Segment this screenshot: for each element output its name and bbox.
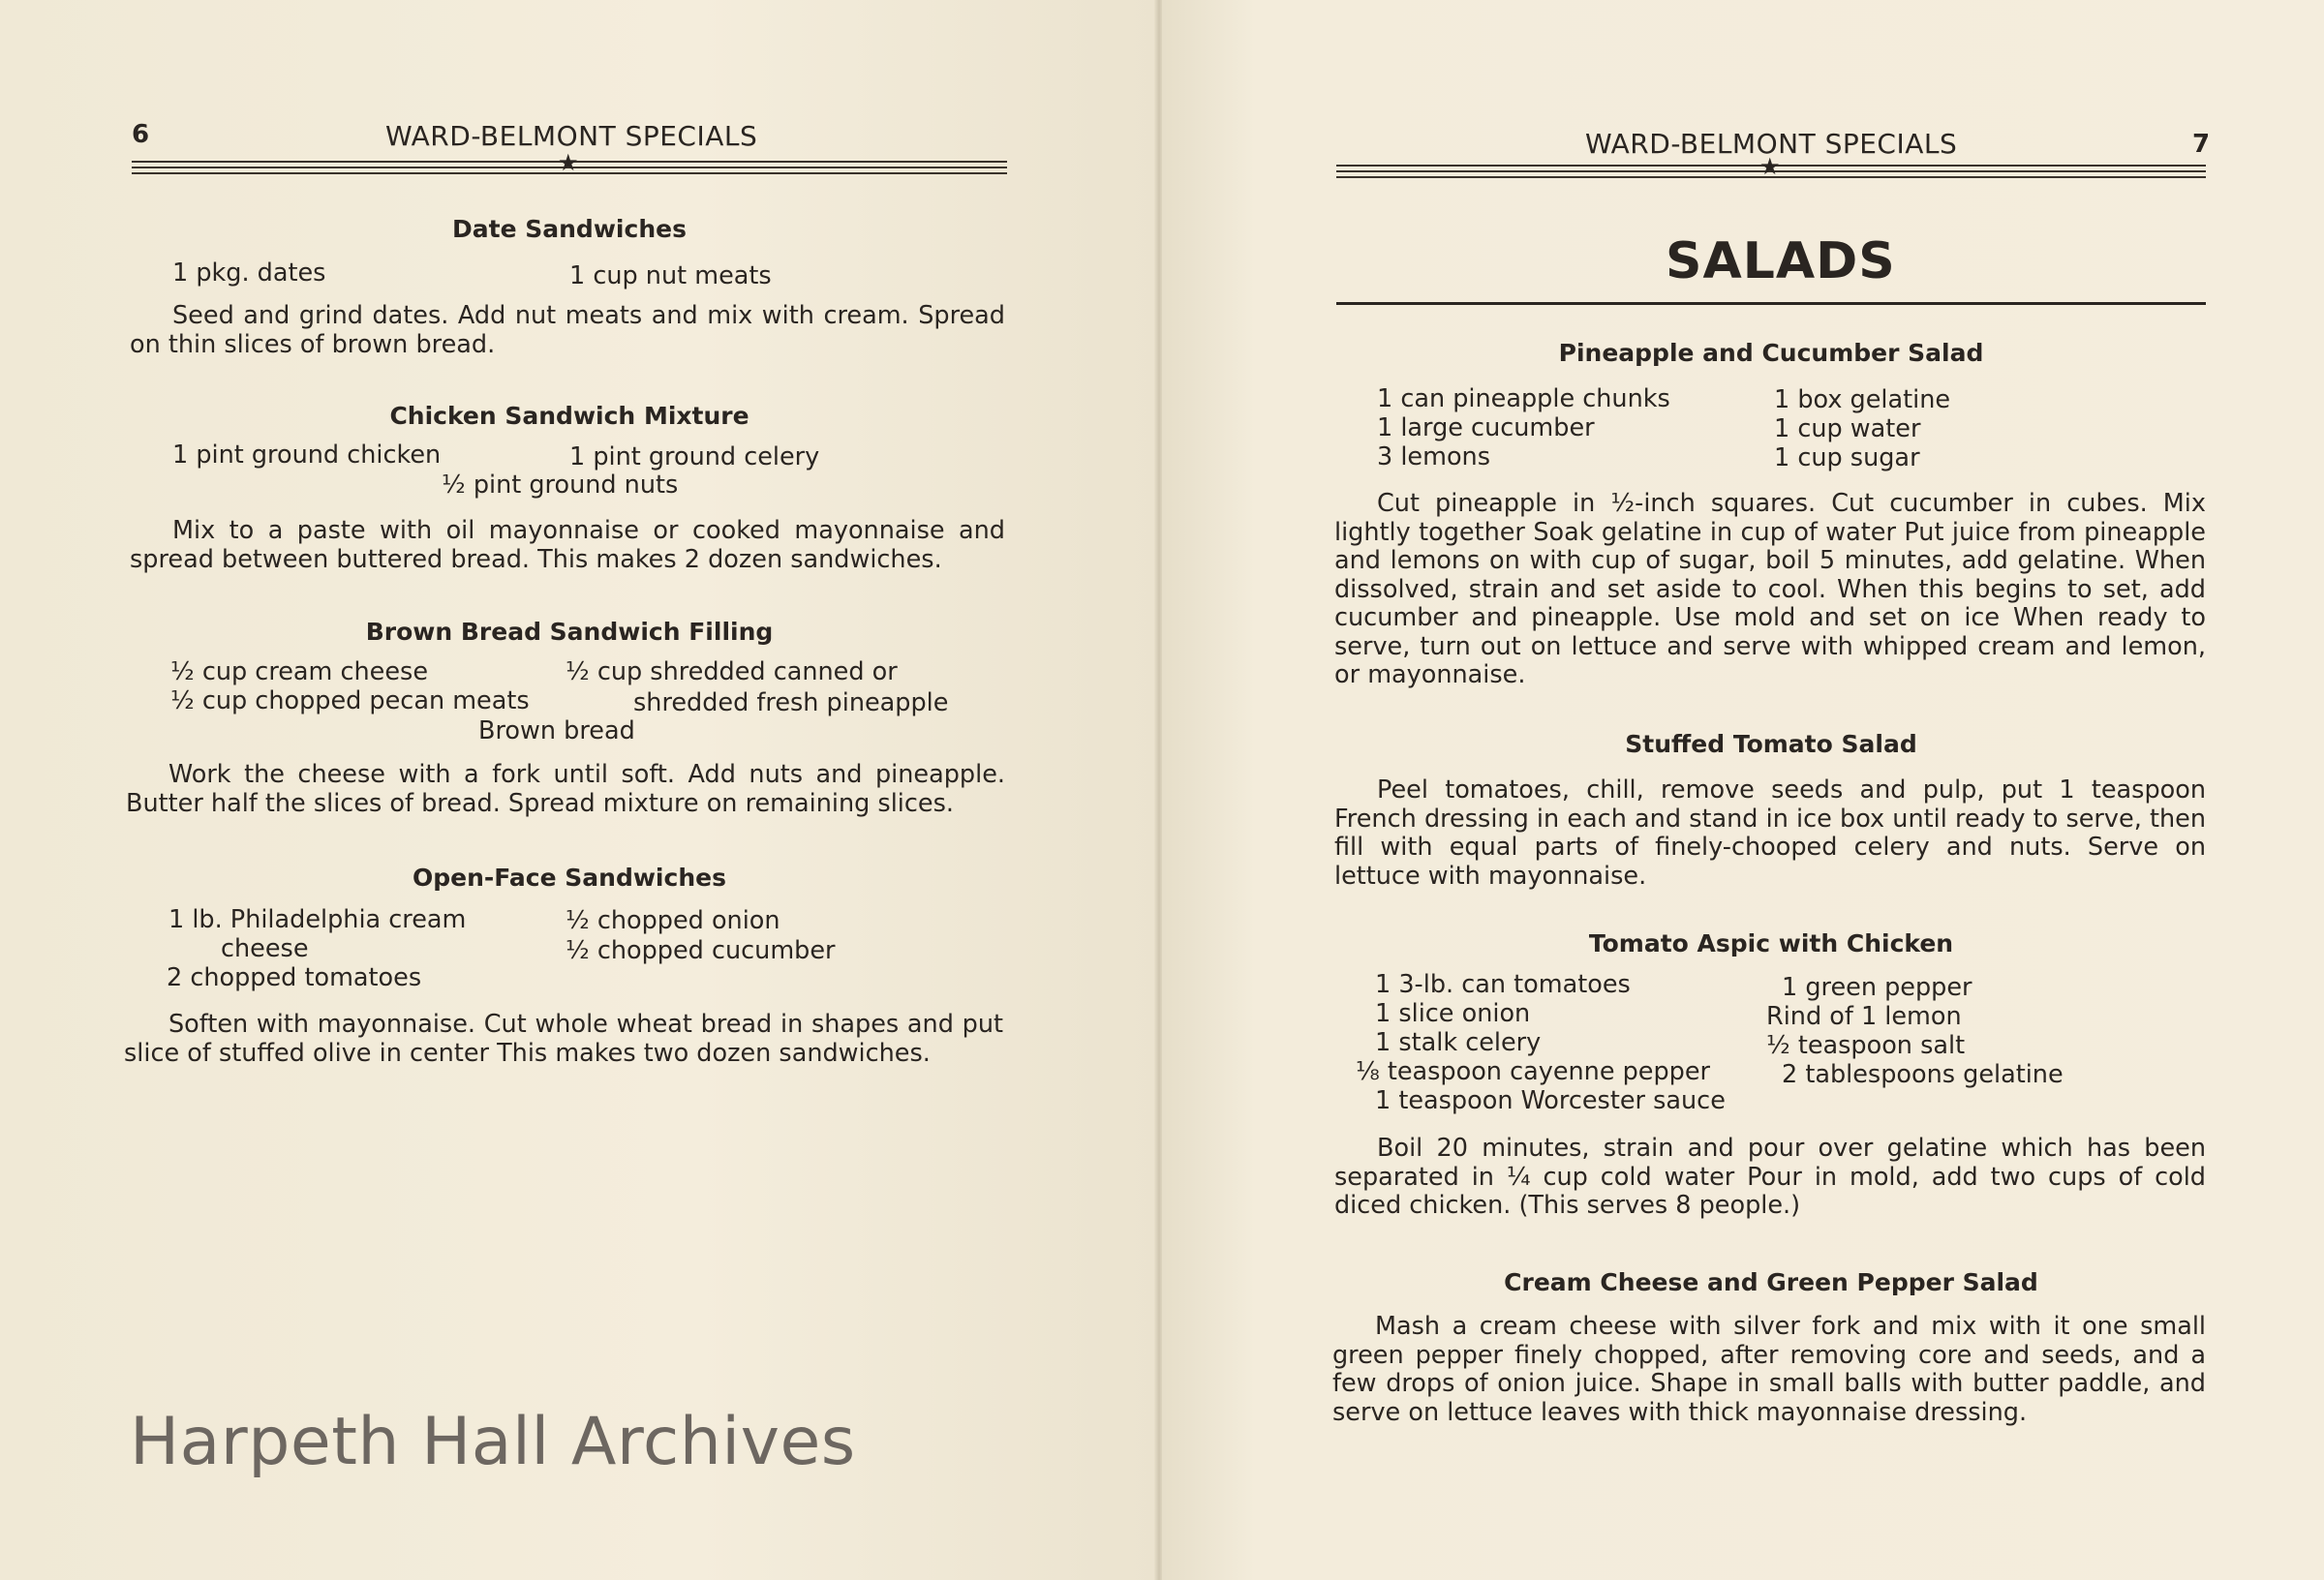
ingredient: 1 cup water xyxy=(1774,414,1921,443)
recipe-title: Date Sandwiches xyxy=(452,215,687,243)
ingredient: 2 chopped tomatoes xyxy=(167,963,422,992)
ingredient: ½ cup cream cheese xyxy=(170,657,429,686)
ingredient: 1 lb. Philadelphia cream xyxy=(168,905,467,934)
ingredient: ½ teaspoon salt xyxy=(1766,1031,1966,1060)
ingredient: 1 can pineapple chunks xyxy=(1377,384,1670,413)
ingredient: 1 cup sugar xyxy=(1774,443,1920,472)
ingredient: ⅛ teaspoon cayenne pepper xyxy=(1356,1057,1711,1086)
recipe-title: Pineapple and Cucumber Salad xyxy=(1558,339,1984,367)
ingredient: 1 cup nut meats xyxy=(569,261,772,290)
directions: Mix to a paste with oil mayonnaise or cooked mayonnaise and spread between buttered bread. This makes 2 dozen sandwiches. xyxy=(130,516,1005,574)
section-title: SALADS xyxy=(1666,232,1896,290)
ingredient: 1 teaspoon Worcester sauce xyxy=(1375,1086,1726,1115)
directions: Boil 20 minutes, strain and pour over gelatine which has been separated in ¼ cup cold water Pour in mold, add two cups of cold diced chicken. (This serves 8 people.) xyxy=(1334,1134,2206,1220)
ingredient: 3 lemons xyxy=(1377,442,1490,471)
ingredient: Rind of 1 lemon xyxy=(1766,1002,1962,1031)
ingredient: ½ cup chopped pecan meats xyxy=(170,686,530,715)
ingredient: ½ chopped onion xyxy=(566,906,780,935)
ingredient: 2 tablespoons gelatine xyxy=(1782,1060,2064,1089)
ingredient: 1 large cucumber xyxy=(1377,413,1595,442)
ingredient: cheese xyxy=(221,934,309,963)
recipe-title: Cream Cheese and Green Pepper Salad xyxy=(1504,1268,2038,1296)
recipe-title: Stuffed Tomato Salad xyxy=(1625,730,1917,758)
ingredient: ½ chopped cucumber xyxy=(566,936,836,965)
directions: Cut pineapple in ½-inch squares. Cut cucumber in cubes. Mix lightly together Soak gelatine in cup of water Put juice from pineapple and lemons on with cup of sugar, boil 5 minutes, add gelatine. When dissolved, strain and set aside to cool. When this begins to set, add cucumber and pineapple. Use mold and set on ice When ready to serve, turn out on lettuce and serve with whipped cream and lemon, or mayonnaise. xyxy=(1334,489,2206,689)
directions: Work the cheese with a fork until soft. Add nuts and pineapple. Butter half the slices of bread. Spread mixture on remaining slices. xyxy=(126,760,1005,818)
star-icon: ★ xyxy=(1759,153,1781,180)
star-icon: ★ xyxy=(558,149,579,176)
page-number: 7 xyxy=(2192,130,2211,159)
directions: Mash a cream cheese with silver fork and mix with it one small green pepper finely chopped, after removing core and seeds, and a few drops of onion juice. Shape in small balls with butter paddle, and serve on lettuce leaves with thick mayonnaise dressing. xyxy=(1332,1312,2206,1427)
directions: Soften with mayonnaise. Cut whole wheat bread in shapes and put slice of stuffed olive in center This makes two dozen sandwiches. xyxy=(124,1010,1003,1068)
recipe-title: Brown Bread Sandwich Filling xyxy=(365,618,774,646)
header-rule xyxy=(132,149,1007,176)
ingredient: 1 3-lb. can tomatoes xyxy=(1375,970,1631,999)
page-number: 6 xyxy=(132,120,150,149)
ingredient: shredded fresh pineapple xyxy=(633,688,949,717)
recipe-title: Chicken Sandwich Mixture xyxy=(389,402,749,430)
ingredient: 1 slice onion xyxy=(1375,999,1531,1028)
ingredient: ½ pint ground nuts xyxy=(442,471,679,500)
section-rule xyxy=(1336,302,2206,305)
header-rule xyxy=(1336,153,2206,180)
ingredient: 1 stalk celery xyxy=(1375,1028,1542,1057)
left-page xyxy=(0,0,1158,1580)
recipe-title: Open-Face Sandwiches xyxy=(413,864,726,892)
ingredient: 1 pint ground chicken xyxy=(172,441,442,470)
ingredient: 1 box gelatine xyxy=(1774,385,1951,414)
ingredient: 1 pkg. dates xyxy=(172,258,326,288)
right-page xyxy=(1162,0,2324,1580)
directions: Seed and grind dates. Add nut meats and mix with cream. Spread on thin slices of brown bread. xyxy=(130,301,1005,359)
directions: Peel tomatoes, chill, remove seeds and pulp, put 1 teaspoon French dressing in each and stand in ice box until ready to serve, then fill with equal parts of finely-chooped celery and nuts. Serve on lettuce with mayonnaise. xyxy=(1334,775,2206,891)
recipe-title: Tomato Aspic with Chicken xyxy=(1588,929,1954,957)
ingredient: 1 green pepper xyxy=(1782,973,1972,1002)
ingredient: Brown bread xyxy=(478,716,635,745)
ingredient: 1 pint ground celery xyxy=(569,442,820,471)
running-head: WARD-BELMONT SPECIALS xyxy=(1585,128,1958,160)
running-head: WARD-BELMONT SPECIALS xyxy=(385,120,758,152)
ingredient: ½ cup shredded canned or xyxy=(566,657,898,686)
archive-watermark: Harpeth Hall Archives xyxy=(130,1404,856,1480)
